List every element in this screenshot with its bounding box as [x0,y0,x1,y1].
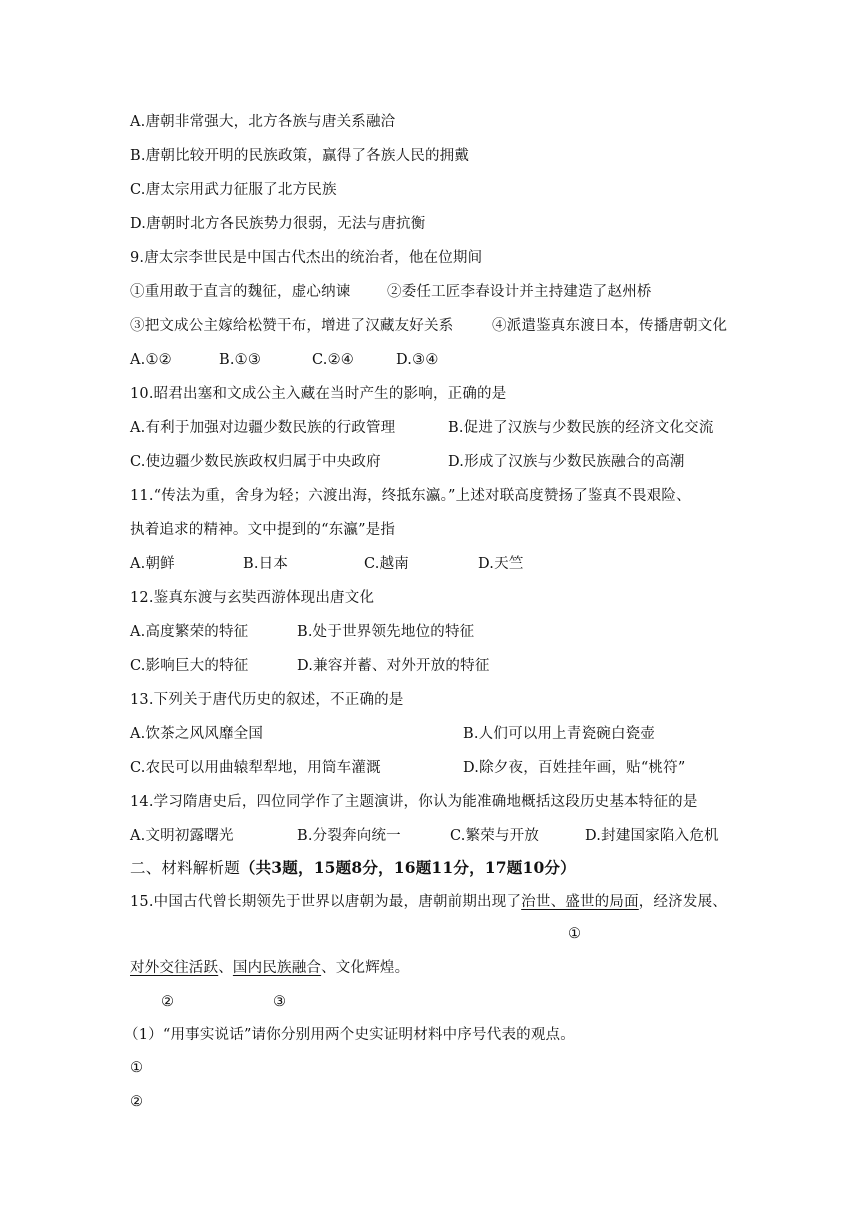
q10-stem: 10.昭君出塞和文成公主入藏在当时产生的影响，正确的是 [130,386,507,402]
q9-statement-3: ③把文成公主嫁给松赞干布，增进了汉藏友好关系 [130,318,454,334]
q12-option-b: B.处于世界领先地位的特征 [297,624,475,640]
q14-option-a: A.文明初露曙光 [130,828,234,844]
q14-option-c: C.繁荣与开放 [450,828,540,844]
q15-stem-line-1 [130,892,727,912]
q11-stem-line-1: 11.“传法为重，舍身为轻；六渡出海，终抵东瀛。”上述对联高度赞扬了鉴真不畏艰险、 [130,488,691,504]
q15-underlined-2: 对外交往活跃 [130,960,219,976]
q13-stem: 13.下列关于唐代历史的叙述，不正确的是 [130,692,404,708]
q12-option-d: D.兼容并蓄、对外开放的特征 [297,658,490,674]
q8-option-a: A.唐朝非常强大，北方各族与唐关系融洽 [130,114,396,130]
q10-option-d: D.形成了汉族与少数民族融合的高潮 [448,454,685,470]
q11-stem-line-2: 执着追求的精神。文中提到的“东瀛”是指 [130,522,396,538]
q9-statement-1: ①重用敢于直言的魏征，虚心纳谏 [130,284,351,300]
q9-option-b: B.①③ [219,352,262,368]
q14-stem: 14.学习隋唐史后，四位同学作了主题演讲，你认为能准确地概括这段历史基本特征的是 [130,794,698,810]
q15-stem-line-2 [130,958,409,978]
q15-underlined-1: 治世、盛世的局面 [521,894,639,910]
q13-option-a: A.饮茶之风风靡全国 [130,726,264,742]
section-heading [130,858,576,878]
q8-option-c: C.唐太宗用武力征服了北方民族 [130,182,337,198]
q15-stem-text-2: ，经济发展、 [638,894,727,910]
q10-option-b: B.促进了汉族与少数民族的经济文化交流 [448,420,714,436]
q15-marker-1: ① [568,926,582,942]
section-score-note: （共3题，15题8分，16题11分，17题10分） [239,858,576,877]
q15-marker-2: ② [161,994,175,1010]
q11-option-c: C.越南 [364,556,409,572]
q11-option-d: D.天竺 [478,556,524,572]
section-title: 二、材料解析题 [130,859,240,877]
q10-option-a: A.有利于加强对边疆少数民族的行政管理 [130,420,396,436]
q12-option-a: A.高度繁荣的特征 [130,624,249,640]
q9-option-a: A.①② [130,352,172,368]
q15-subquestion-1: （1）“用事实说话”请你分别用两个史实证明材料中序号代表的观点。 [124,1027,575,1043]
q15-answer-2-label: ② [130,1094,144,1110]
q9-option-d: D.③④ [396,352,439,368]
q15-underlined-3: 国内民族融合 [232,960,322,976]
q15-separator: 、 [218,960,233,976]
q8-option-d: D.唐朝时北方各民族势力很弱，无法与唐抗衡 [130,216,426,232]
q14-option-d: D.封建国家陷入危机 [585,828,719,844]
q13-option-b: B.人们可以用上青瓷碗白瓷壶 [463,726,656,742]
q13-option-d: D.除夕夜，百姓挂年画，贴“桃符” [463,760,686,776]
q9-option-c: C.②④ [312,352,354,368]
q14-option-b: B.分裂奔向统一 [297,828,401,844]
q8-option-b: B.唐朝比较开明的民族政策，赢得了各族人民的拥戴 [130,148,470,164]
q15-stem-tail: 、文化辉煌。 [321,960,410,976]
q15-stem-text: 15.中国古代曾长期领先于世界以唐朝为最，唐朝前期出现了 [130,894,522,910]
q12-stem: 12.鉴真东渡与玄奘西游体现出唐文化 [130,590,375,606]
q11-option-a: A.朝鲜 [130,556,175,572]
q13-option-c: C.农民可以用曲辕犁犁地，用筒车灌溉 [130,760,381,776]
q15-answer-1-label: ① [130,1060,144,1076]
q9-stem: 9.唐太宗李世民是中国古代杰出的统治者，他在位期间 [130,250,483,266]
q9-statement-4: ④派遣鉴真东渡日本，传播唐朝文化 [492,318,728,334]
q10-option-c: C.使边疆少数民族政权归属于中央政府 [130,454,381,470]
q11-option-b: B.日本 [243,556,289,572]
q15-marker-3: ③ [273,994,287,1010]
q9-statement-2: ②委任工匠李春设计并主持建造了赵州桥 [387,284,652,300]
q12-option-c: C.影响巨大的特征 [130,658,249,674]
